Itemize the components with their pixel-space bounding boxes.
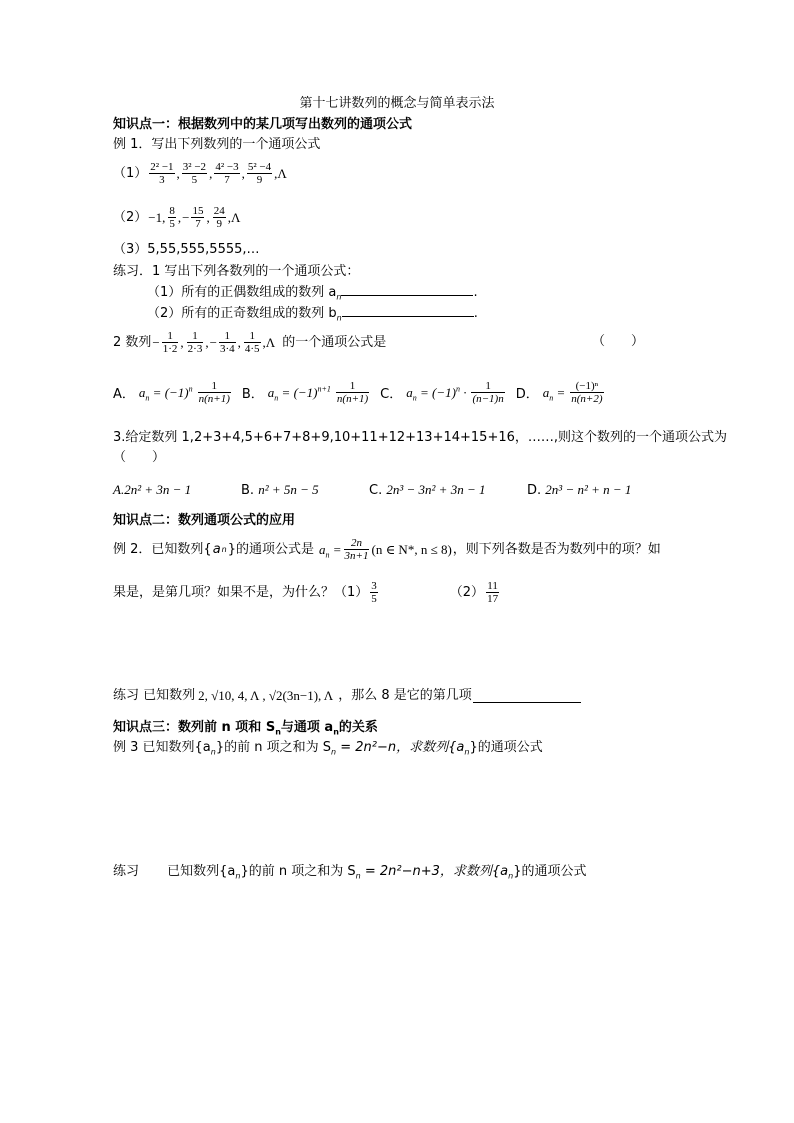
q1-frac-3: $\frac{\text{4² −3}}{7}$	[215, 161, 239, 186]
q2-frac-2: $\frac{15}{7}$	[192, 205, 204, 230]
practice2-question: 2 数列 − $\frac{1}{1\cdot 2}$ , $\frac{1}{2\cdot 3}$ , − $\frac{1}{3\cdot 4}$ , $\frac{1}{4\cdot 5}$ ,Λ 的一个通项公式是	[113, 330, 387, 355]
ex2-line2: 果是，是第几项？如果不是，为什么？（1） $\frac{3}{5}$ （2） $\frac{11}{17}$	[113, 580, 499, 605]
practice2-options	[113, 380, 615, 405]
answer-blank-1[interactable]	[341, 295, 473, 296]
option-b[interactable]: B． $a_n = (-1)^{n+1}$ $\frac{1}{n(n+1)}$	[241, 380, 369, 405]
kp2-practice: 练习 已知数列 2, √10, 4, Λ , √2(3n−1), Λ ，那么 8 是它的第几项	[113, 688, 581, 704]
ex3-question: 例 3 已知数列$\{a_n\}$的前 n 项之和为 $S_n = 2n^2-n$，求数列$\{a_n\}$的通项公式	[113, 740, 543, 757]
practice1-item-1: （1）所有的正偶数组成的数列 $a_n$ .	[147, 285, 478, 302]
kp3-heading: 知识点三：数列前 n 项和 $S_n$与通项 $a_n$的关系	[113, 720, 378, 737]
ex1-q3: （3）5,55,555,5555,…	[113, 242, 260, 257]
option-a[interactable]: A． $a_n = (-1)^n$ $\frac{1}{n(n+1)}$	[113, 380, 230, 405]
practice3-question: 3.给定数列 1,2+3+4,5+6+7+8+9,10+11+12+13+14+15+16，……,则这个数列的一个通项公式为	[113, 430, 728, 445]
practice3-options	[113, 482, 677, 499]
answer-paren-3[interactable]: （ ）	[113, 450, 166, 465]
q1-frac-2: $\frac{\text{3² −2}}{5}$	[182, 161, 207, 186]
kp3-practice: 练习 已知数列$\{a_n\}$的前 n 项之和为 $S_n = 2n^2-n+3$，求数列$\{a_n\}$的通项公式	[113, 864, 587, 881]
p3-option-c[interactable]: C. 2n³ − 3n² + 3n − 1	[369, 482, 486, 498]
answer-blank-kp2[interactable]	[473, 689, 581, 703]
q2-frac-3: $\frac{24}{9}$	[213, 205, 225, 230]
p2-frac-3: $\frac{1}{3\cdot 4}$	[219, 330, 235, 355]
p2-frac-1: $\frac{1}{1\cdot 2}$	[162, 330, 178, 355]
ex1-intro: 例 1．写出下列数列的一个通项公式	[113, 137, 321, 152]
kp1-heading: 知识点一：根据数列中的某几项写出数列的通项公式	[113, 117, 413, 132]
kp2-heading: 知识点二：数列通项公式的应用	[113, 513, 296, 528]
p3-option-b[interactable]: B. n² + 5n − 5	[241, 482, 319, 498]
ex1-q1: （1） $\frac{\text{2² −1}}{3}$ , $\frac{\text{3² −2}}{5}$ , $\frac{\text{4² −3}}{7}$ , $\frac{\text{5² −4}}{9}$ ,Λ	[113, 161, 287, 186]
p2-frac-2: $\frac{1}{2\cdot 3}$	[187, 330, 203, 355]
p3-option-a[interactable]: A.2n² + 3n − 1	[113, 482, 192, 497]
ex2-frac-1: $\frac{3}{5}$	[371, 580, 377, 605]
p3-option-d[interactable]: D. 2n³ − n² + n − 1	[527, 482, 632, 498]
ex1-q2: （2） −1, $\frac{8}{5}$ , − $\frac{15}{7}$ , $\frac{24}{9}$ ,Λ	[113, 205, 241, 230]
q1-label: （1）	[113, 165, 148, 181]
option-c[interactable]: C． $a_n = (-1)^n$ · $\frac{1}{(n-1)n}$	[380, 380, 504, 405]
practice1-intro: 练习．1 写出下列各数列的一个通项公式：	[113, 264, 360, 279]
q2-label: （2）	[113, 209, 148, 225]
q1-frac-4: $\frac{\text{5² −4}}{9}$	[247, 161, 272, 186]
practice1-item-2: （2）所有的正奇数组成的数列 $b_n$ .	[147, 306, 478, 323]
option-d[interactable]: D． $a_n$ = $\frac{\text{(−1)ⁿ}}{n(n+2)}$	[515, 380, 603, 405]
ex2-frac-2: $\frac{11}{17}$	[487, 580, 499, 605]
p2-frac-4: $\frac{1}{4\cdot 5}$	[244, 330, 260, 355]
answer-paren-2[interactable]: （ ）	[592, 334, 645, 349]
q1-frac-1: $\frac{\text{2² −1}}{3}$	[150, 161, 174, 186]
ex2-question: 例 2．已知数列{ a n }的通项公式是 $a_n$ = $\frac{2n}{3n+1}$ (n ∈ N*, n ≤ 8) ，则下列各数是否为数列中的项？如	[113, 537, 661, 562]
answer-blank-2[interactable]	[342, 316, 474, 317]
q2-frac-1: $\frac{8}{5}$	[169, 205, 175, 230]
page-title: 第十七讲数列的概念与简单表示法	[299, 96, 495, 111]
